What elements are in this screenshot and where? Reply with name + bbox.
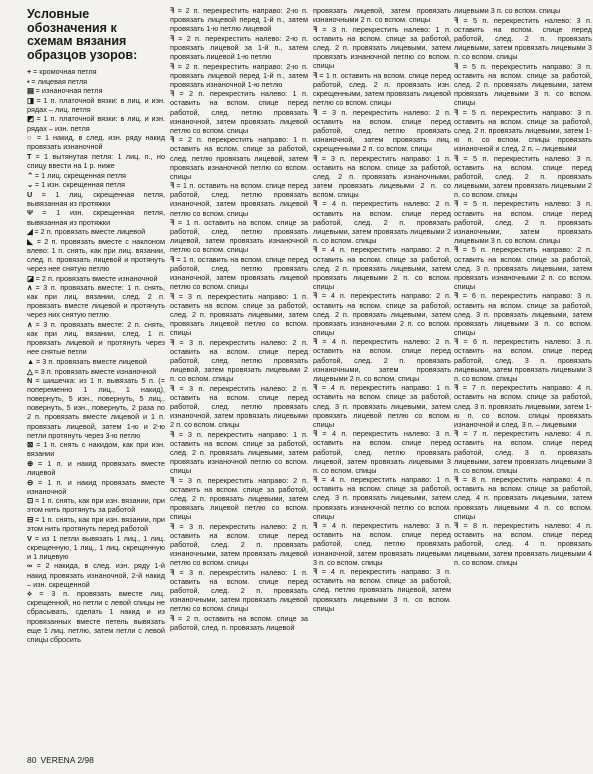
stitch-symbol-icon: T xyxy=(27,151,32,161)
legend-entry xyxy=(170,476,308,521)
legend-entry xyxy=(27,589,165,644)
legend-entry-text: = 1 п. оставить на вспом. спице перед работой, след. петлю провязать изнаночной, затем провязать лицевой петлю со вспом. спицы xyxy=(170,181,308,218)
legend-entry xyxy=(170,181,308,217)
legend-entry-text: = 3 п. перекрестить направо: 1 п. оставить на вспом. спице за работой, след. 2 п. провязать лицевыми, затем провязать лицевой петлю со вспом. спицы xyxy=(170,291,308,338)
legend-entry xyxy=(27,96,165,114)
legend-entry xyxy=(27,227,165,236)
stitch-symbol-icon: ∞ xyxy=(27,561,32,571)
legend-entry xyxy=(454,521,592,566)
legend-entry-text: = 1 п. и накид провязать вместе лицевой xyxy=(27,458,165,478)
legend-entry-text: = 1 п. оставить на вспом. спице перед работой, след. 2 п. провязать изн. скрещенными, затем провязать лицевой петлю со вспом. спицы xyxy=(313,70,451,107)
legend-entry-text: = 2 п. оставить на вспом. спице за работой, след. п. провязать лицевой xyxy=(170,613,308,632)
legend-entry-text: = 8 п. перекрестить налево: 4 п. оставить на вспом. спице перед работой, след. 4 п. провязать лицевыми, затем провязать лицевыми 4 п. со вспом. спицы xyxy=(454,521,592,567)
legend-entry xyxy=(170,34,308,61)
legend-entry xyxy=(27,114,165,132)
legend-entry xyxy=(454,62,592,107)
stitch-symbol-icon: ⊟ xyxy=(27,515,33,524)
stitch-symbol-icon: ꟻ xyxy=(454,383,458,393)
legend-entry xyxy=(27,208,165,226)
legend-entry xyxy=(313,567,451,612)
legend-entry-text: = 4 п. перекрестить направо: 2 п. оставить на вспом. спице за работой, след. 2 п. провязать лицевыми, затем провязать изнаночными 2 п. со вспом. спицы xyxy=(313,291,451,337)
stitch-symbol-icon: ꟻ xyxy=(454,61,458,71)
stitch-symbol-icon: ꟻ xyxy=(170,89,174,99)
stitch-symbol-icon: ꟻ xyxy=(170,33,174,43)
legend-entry xyxy=(170,135,308,180)
legend-entry-text: = 3 п. перекрестить налево: 2 п. оставить на вспом. спице перед работой, след. 2 п. провязать изнаночными, затем провязать лицевой петлю со вспом. спицы xyxy=(170,521,308,568)
stitch-symbol-icon: ꟻ xyxy=(170,475,174,485)
stitch-symbol-icon: + xyxy=(27,67,31,76)
legend-entry xyxy=(27,171,165,180)
legend-entry xyxy=(170,384,308,429)
stitch-symbol-icon: Ψ xyxy=(27,208,33,218)
legend-entry-text: = 8 п. перекрестить направо: 4 п. оставить на вспом. спице за работой, след. 4 п. провязать лицевыми, затем провязать лицевыми 4 п. со вспом. спицы xyxy=(454,475,592,521)
legend-entry-text: = 2 п. перекрестить налево: 1 п. оставить на вспом. спице перед работой, след. петлю провязать изнаночной, затем провязать лицевой петлю со вспом. спицы xyxy=(170,89,308,135)
legend-entry-text: = 2 п. перекрестить направо: 1 п. оставить на вспом. спице за работой, след. петлю провязать лицевой, затем провязать изнаночной петлю со вспом. спицы xyxy=(170,135,308,181)
stitch-symbol-icon: ꟻ xyxy=(313,70,317,80)
legend-entry-text: = 1 п. оставить на вспом. спице перед работой, след. петлю провязать изнаночной, затем провязать лицевой петлю со вспом. спицы xyxy=(170,255,308,292)
legend-entry xyxy=(170,62,308,89)
legend-entry xyxy=(27,478,165,496)
legend-entry-text: = 4 п. перекрестить налево: 3 п. оставить на вспом. спице перед работой, след. петлю провязать изнаночной, затем провязать лицевыми 3 п. со вспом. спицы xyxy=(313,521,451,567)
legend-entry-text: = 5 п. перекрестить налево: 3 п. оставить на вспом. спице перед работой, след. 2 п. провязать изнаночными, затем провязать лицевыми 3 п. со вспом. спицы xyxy=(454,199,592,245)
stitch-symbol-icon: ꟻ xyxy=(313,337,317,347)
stitch-symbol-icon: ꟻ xyxy=(313,521,317,531)
legend-entry xyxy=(454,199,592,244)
legend-entry-text: = 2 п. перекрестить направо: 2-ю п. провязать лицевой перед 1-й п., затем провязать 1-ю петлю лицевой xyxy=(170,6,308,34)
legend-entry-text: = 1 изн. скрещенная петля, вывязанная из протяжки xyxy=(27,208,165,227)
legend-entry-text: = 2 п. перекрестить налево: 2-ю п. провязать лицевой за 1-й п., затем провязать лицевой 1-ю петлю xyxy=(170,33,308,61)
stitch-symbol-icon: ꟻ xyxy=(170,521,174,531)
stitch-symbol-icon: ꟻ xyxy=(170,383,174,393)
legend-entry-text: = 4 п. перекрестить направо: 1 п. оставить на вспом. спице за работой, след. 3 п. провязать лицевыми, затем провязать изнаночной петлю со вспом. спицы xyxy=(313,475,451,521)
legend-entry xyxy=(27,274,165,283)
stitch-symbol-icon: ꟻ xyxy=(313,383,317,393)
legend-entry xyxy=(170,6,308,33)
legend-list-3 xyxy=(313,6,451,613)
legend-entry xyxy=(454,429,592,474)
legend-entry-text: = 4 п. перекрестить направо: 3 п. оставить на вспом. спице за работой, след. петлю провязать лицевой, затем провязать лицевыми 3 п. со вспом. спицы xyxy=(313,567,451,613)
legend-entry xyxy=(27,357,165,366)
legend-entry-text: провязать лицевой, затем провязать изнаночными 2 п. со вспом. спицы xyxy=(313,6,451,25)
stitch-symbol-icon: ⌄ xyxy=(27,180,33,190)
stitch-symbol-icon: ⌃ xyxy=(27,170,33,180)
stitch-symbol-icon: ꟻ xyxy=(170,337,174,347)
legend-entry xyxy=(313,108,451,153)
legend-entry xyxy=(27,283,165,319)
legend-entry xyxy=(170,338,308,383)
legend-entry xyxy=(313,429,451,474)
legend-entry xyxy=(454,6,592,15)
legend-entry-text: = из 1 петли вывязать 1 лиц., 1 лиц. скрещенную, 1 лиц., 1 лиц. скрещенную и 1 лицевую xyxy=(27,533,165,561)
legend-entry xyxy=(27,515,165,533)
legend-entry xyxy=(313,199,451,244)
legend-entry xyxy=(454,383,592,428)
page-footer xyxy=(27,755,98,765)
legend-entry-text: = 2 п. провязать вместе с наклоном влево: 1 п. снять, как при лиц. вязании, след. п. провязать лицевой и протянуть через нее снятую петлю xyxy=(27,236,165,273)
legend-entry xyxy=(27,440,165,458)
legend-entry xyxy=(313,475,451,520)
stitch-symbol-icon: ꟻ xyxy=(170,181,174,191)
legend-entry-text: = 3 п. перекрестить налево: 2 п. оставить на вспом. спице перед работой, след. петлю провязать лицевой, затем провязать лицевыми 2 п. со вспом. спицы xyxy=(170,337,308,384)
stitch-symbol-icon: ◣ xyxy=(27,236,34,246)
stitch-symbol-icon: ꟻ xyxy=(170,567,174,577)
legend-entry xyxy=(454,291,592,336)
legend-entry-text: = 3 п. перекрестить налево: 2 п. оставить на вспом. спице перед работой, след. петлю провязать изнаночной, затем провязать лицевыми 2 п. со вспом. спицы xyxy=(170,383,308,430)
stitch-symbol-icon: ꟻ xyxy=(170,6,174,15)
stitch-symbol-icon: ꟻ xyxy=(313,429,317,439)
legend-entry xyxy=(313,6,451,24)
legend-entry xyxy=(27,180,165,189)
stitch-symbol-icon: ꟻ xyxy=(313,567,317,577)
legend-entry xyxy=(313,337,451,382)
magazine-issue: VERENA 2/98 xyxy=(40,755,94,765)
stitch-symbol-icon: ꟻ xyxy=(454,107,458,117)
stitch-symbol-icon: ꟻ xyxy=(313,107,317,117)
legend-entry-text: = 4 п. перекрестить налево: 2 п. оставить на вспом. спице перед работой, след. 2 п. провязать изнаночными, затем провязать лицевыми 2 п. со вспом. спицы xyxy=(313,337,451,383)
legend-entry xyxy=(454,475,592,520)
legend-entry-text: = 3 п. перекрестить налево: 1 п. оставить на вспом. спице за работой, след. 2 п. провязать лицевыми, затем провязать изнаночной петлю со вспом. спицы xyxy=(313,24,451,71)
legend-entry-text: = 3 п. перекрестить налево: 2 п. оставить на вспом. спице перед работой, след. петлю провязать изнаночной, затем провязать лиц. скрещенными 2 п. со вспом. спицы xyxy=(313,107,451,153)
stitch-symbol-icon: ꟻ xyxy=(454,337,458,347)
legend-entry-text: = 2 накида, в след. изн. ряду 1-й накид провязать изнаночной, 2-й накид – изн. скрещенной xyxy=(27,561,165,589)
stitch-symbol-icon: ꟻ xyxy=(454,153,458,163)
legend-entry-text: = 3 п. провязать вместе лиц. скрещенной, но петли с левой спицы не сбрасывать, сделать 1 накид и из провязанных вместе петель вывязать еще 1 лиц. петлю, затем петли с левой спицы сбросить xyxy=(27,589,165,644)
legend-entry xyxy=(27,496,165,514)
legend-entry xyxy=(170,89,308,134)
legend-entry-text: = лицевая петля xyxy=(31,76,88,86)
legend-entry xyxy=(454,154,592,199)
stitch-symbol-icon: ꟻ xyxy=(313,199,317,209)
legend-entry-text: = 1 п. и накид провязать вместе изнаночной xyxy=(27,477,165,496)
legend-entry xyxy=(313,521,451,566)
legend-column-2 xyxy=(170,6,308,751)
legend-entry-text: лицевыми 3 п. со вспом. спицы xyxy=(454,6,561,15)
stitch-symbol-icon: U xyxy=(27,189,32,199)
legend-entry-text: = 5 п. перекрестить налево: 3 п. оставить на вспом. спице перед работой, след. 2 п. провязать лицевыми, затем провязать лицевыми 3 п. со вспом. спицы xyxy=(454,15,592,61)
legend-title: Условные обозначения к схемам вязания образцов узоров: xyxy=(27,7,138,62)
legend-entry-text: = 1 вытянутая петля: 1 лиц. п., но спицу ввести на 1 р. ниже xyxy=(27,151,165,170)
stitch-symbol-icon: ꟻ xyxy=(170,291,174,301)
page-number: 80 xyxy=(27,755,37,765)
stitch-symbol-icon: ꟻ xyxy=(170,613,174,623)
legend-column-3 xyxy=(313,6,451,751)
stitch-symbol-icon: ꟻ xyxy=(170,61,174,71)
legend-entry xyxy=(170,292,308,337)
stitch-symbol-icon: ꟻ xyxy=(454,521,458,531)
legend-entry xyxy=(170,568,308,613)
stitch-symbol-icon: ꟻ xyxy=(454,15,458,25)
legend-entry xyxy=(313,291,451,336)
legend-entry xyxy=(170,614,308,632)
stitch-symbol-icon: V xyxy=(27,533,32,543)
legend-entry-text: = 3 п. провязать вместе: 1 п. снять, как при лиц. вязании, след. 2 п. провязать вместе лицевой и протянуть через них снятую петлю xyxy=(27,283,165,320)
legend-entry-text: = 1 п. снять, как при изн. вязании, при этом нить протянуть перед работой xyxy=(27,515,165,534)
stitch-symbol-icon: ▪ xyxy=(27,76,30,86)
legend-entry-text: = кромочная петля xyxy=(33,67,97,76)
legend-entry xyxy=(27,152,165,170)
stitch-symbol-icon: ▤ xyxy=(27,86,34,96)
legend-column-4 xyxy=(454,6,592,751)
stitch-symbol-icon: ꟻ xyxy=(454,199,458,209)
legend-entry xyxy=(27,367,165,376)
stitch-symbol-icon: ⊠ xyxy=(27,440,33,450)
legend-entry xyxy=(313,154,451,199)
stitch-symbol-icon: ⟡ xyxy=(27,589,32,599)
stitch-symbol-icon: ◩ xyxy=(27,114,34,124)
legend-entry xyxy=(27,320,165,356)
legend-entry xyxy=(27,376,165,440)
legend-entry xyxy=(313,383,451,428)
legend-entry xyxy=(27,534,165,561)
legend-entry xyxy=(27,67,165,76)
legend-entry xyxy=(27,237,165,273)
legend-entry xyxy=(454,108,592,153)
stitch-symbol-icon: ꟻ xyxy=(313,291,317,301)
legend-entry-text: = 3 п. перекрестить направо: 1 п. оставить на вспом. спице за работой, след. 2 п. провязать изнаночными, затем провязать лицевыми 2 п. со вспом. спицы xyxy=(313,153,451,199)
stitch-symbol-icon: ꟻ xyxy=(313,24,317,34)
stitch-symbol-icon: ⊕ xyxy=(27,458,33,468)
stitch-symbol-icon: ꟻ xyxy=(313,475,317,485)
legend-entry xyxy=(313,25,451,70)
stitch-symbol-icon: ꟻ xyxy=(454,291,458,301)
legend-entry xyxy=(27,86,165,95)
stitch-symbol-icon: ◢ xyxy=(27,227,33,237)
legend-column-1 xyxy=(27,6,165,751)
stitch-symbol-icon: ꟻ xyxy=(170,255,174,265)
stitch-symbol-icon: ꟻ xyxy=(454,429,458,439)
legend-entry xyxy=(313,245,451,290)
legend-entry-text: = 6 п. перекрестить направо: 3 п. оставить на вспом. спице за работой, след. 3 п. провязать лицевыми, затем провязать лицевыми 3 п. со вспом. спицы xyxy=(454,291,592,337)
legend-entry-text: = 1 накид, в след. изн. ряду накид провязать изнаночной xyxy=(27,133,165,152)
stitch-symbol-icon: △ xyxy=(27,366,33,376)
legend-entry-text: = изнаночная петля xyxy=(35,86,103,96)
stitch-symbol-icon: ꟻ xyxy=(454,245,458,255)
legend-list-4 xyxy=(454,6,592,567)
stitch-symbol-icon: ◨ xyxy=(27,95,34,105)
legend-entry-text: = 5 п. перекрестить налево: 3 п. оставить на вспом. спице перед работой, след. 2 п. провязать лицевыми, затем провязать лицевыми 2 п. со вспом. спицы xyxy=(454,153,592,199)
legend-entry-text: = 5 п. перекрестить направо: 2 п. оставить на вспом. спице за работой, след. 3 п. провязать лицевыми, затем провязать изнаночными 2 п. со вспом. спицы xyxy=(454,245,592,291)
legend-entry-text: = 2 п. перекрестить направо: 2-ю п. провязать лицевой перед 1-й п., затем провязать изнаночной 1-ю петлю xyxy=(170,61,308,89)
legend-entry-text: = 5 п. перекрестить направо: 3 п. оставить на вспом. спице за работой, след. 2 п. провязать лицевыми, затем 1-ю п. со вспом. спицы провязать изнаночной и след. 2 п. – лицевыми xyxy=(454,107,592,153)
stitch-symbol-icon: ◪ xyxy=(27,273,34,283)
legend-entry-text: = 3 п. провязать вместе лицевой xyxy=(35,356,147,366)
stitch-symbol-icon: ꟻ xyxy=(313,245,317,255)
stitch-symbol-icon: ⊡ xyxy=(27,496,33,506)
legend-entry xyxy=(27,459,165,477)
legend-entry-text: = 4 п. перекрестить направо: 1 п. оставить на вспом. спице за работой, след. 3 п. провязать лицевыми, затем провязать лицевой петлю со вспом. спицы xyxy=(313,383,451,429)
legend-entry-text: = 2 п. провязать вместе изнаночной xyxy=(35,273,158,283)
legend-entry xyxy=(27,561,165,588)
legend-entry-text: = 4 п. перекрестить налево: 2 п. оставить на вспом. спице перед работой, след. 2 п. провязать лицевыми, затем провязать лицевыми 2 п. со вспом. спицы xyxy=(313,199,451,245)
legend-entry-text: = 4 п. перекрестить налево: 3 п. оставить на вспом. спице перед работой, след. петлю провязать лицевой, затем провязать лицевыми 3 п. со вспом. спицы xyxy=(313,429,451,475)
legend-list-1 xyxy=(27,67,165,644)
stitch-symbol-icon: ꟻ xyxy=(170,135,174,145)
stitch-symbol-icon: ꟻ xyxy=(313,153,317,163)
legend-entry-text: = 3 п. провязать вместе: 2 п. снять, как при лиц. вязании, след. 1 п. провязать лицевой и протянуть через нее снятые петли xyxy=(27,320,165,357)
legend-list-2 xyxy=(170,6,308,632)
legend-entry xyxy=(454,337,592,382)
legend-entry xyxy=(454,16,592,61)
stitch-symbol-icon: ▲ xyxy=(27,356,34,366)
legend-entry-text: = шишечка: из 1 п. вывязать 5 п. (= попеременно 1 лиц., 1 накид), повернуть, 5 изн., повернуть, 5 лиц., повернуть, 5 изн., повернуть, 2 раза по 2 п. провязать вместе лицевой и 1 п. провязать лицевой, затем 1-ю и 2-ю петли протянуть через 3-ю петлю xyxy=(27,376,165,440)
stitch-symbol-icon: ○ xyxy=(27,133,33,143)
legend-entry-text: = 1 п. платочной вязки: в лиц. и изн. рядах – изн. петля xyxy=(27,114,165,133)
legend-entry-text: = 6 п. перекрестить налево: 3 п. оставить на вспом. спице перед работой, след. 3 п. провязать лицевыми, затем провязать лицевыми 3 п. со вспом. спицы xyxy=(454,337,592,383)
legend-entry xyxy=(27,133,165,151)
legend-entry xyxy=(170,255,308,291)
stitch-symbol-icon: ꟻ xyxy=(170,429,174,439)
legend-entry-text: = 5 п. перекрестить направо: 3 п. оставить на вспом. спице за работой, след. 2 п. провязать лицевыми, затем провязать лицевыми 3 п. со вспом. спицы xyxy=(454,61,592,107)
stitch-symbol-icon: ∧ xyxy=(27,283,33,293)
stitch-symbol-icon: ꟻ xyxy=(454,475,458,485)
legend-entry xyxy=(170,522,308,567)
legend-entry-text: = 1 лиц. скрещенная петля xyxy=(34,170,126,180)
legend-entry-text: = 1 лиц. скрещенная петля, вывязанная из протяжки xyxy=(27,189,165,208)
legend-entry-text: = 1 изн. скрещенная петля xyxy=(34,180,125,190)
stitch-symbol-icon: N xyxy=(27,376,32,386)
legend-entry-text: = 1 п. снять, как при изн. вязании, при этом нить протянуть за работой xyxy=(27,496,165,515)
legend-entry-text: = 7 п. перекрестить налево: 4 п. оставить на вспом. спице перед работой, след. 3 п. провязать лицевыми, затем провязать лицевыми 3 п. со вспом. спицы xyxy=(454,429,592,475)
legend-entry-text: = 3 п. провязать вместе изнаночной xyxy=(34,366,157,376)
legend-entry xyxy=(170,430,308,475)
legend-entry-text: = 2 п. провязать вместе лицевой xyxy=(34,227,146,237)
stitch-symbol-icon: ⊖ xyxy=(27,477,33,487)
legend-entry-text: = 7 п. перекрестить направо: 4 п. оставить на вспом. спице за работой, след. 3 п. провязать лицевыми, затем 1-ю п. со вспом. спицы провязать изнаночной и след. 3 п. – лицевыми xyxy=(454,383,592,429)
legend-entry xyxy=(454,245,592,290)
legend-entry-text: = 3 п. перекрестить направо: 1 п. оставить на вспом. спице за работой, след. 2 п. провязать лицевыми, затем провязать изнаночной петлю со вспом. спицы xyxy=(170,429,308,476)
legend-entry-text: = 3 п. перекрестить направо: 2 п. оставить на вспом. спице за работой, след. 2 п. провязать лицевыми, затем провязать лицевой петлю со вспом. спицы xyxy=(170,475,308,522)
legend-entry-text: = 3 п. перекрестить налево: 1 п. оставить на вспом. спице перед работой, след. 2 п. провязать изнаночными, затем провязать лицевой петлю со вспом. спицы xyxy=(170,567,308,614)
legend-entry xyxy=(313,71,451,107)
legend-entry-text: = 1 п. платочной вязки: в лиц. и изн. рядах – лиц. петля xyxy=(27,95,165,114)
legend-entry xyxy=(27,77,165,86)
legend-entry-text: = 1 п. оставить на вспом. спице за работой, след. петлю провязать лицевой, затем провязать изнаночной петлю со вспом. спицы xyxy=(170,218,308,255)
legend-entry-text: = 4 п. перекрестить направо: 2 п. оставить на вспом. спице за работой, след. 2 п. провязать лицевыми, затем провязать лицевыми 2 п. со вспом. спицы xyxy=(313,245,451,291)
stitch-symbol-icon: ∧ xyxy=(27,320,33,330)
legend-entry-text: = 1 п. снять с накидом, как при изн. вязании xyxy=(27,440,165,459)
stitch-symbol-icon: ꟻ xyxy=(170,218,174,228)
legend-entry xyxy=(27,190,165,208)
legend-entry xyxy=(170,218,308,254)
